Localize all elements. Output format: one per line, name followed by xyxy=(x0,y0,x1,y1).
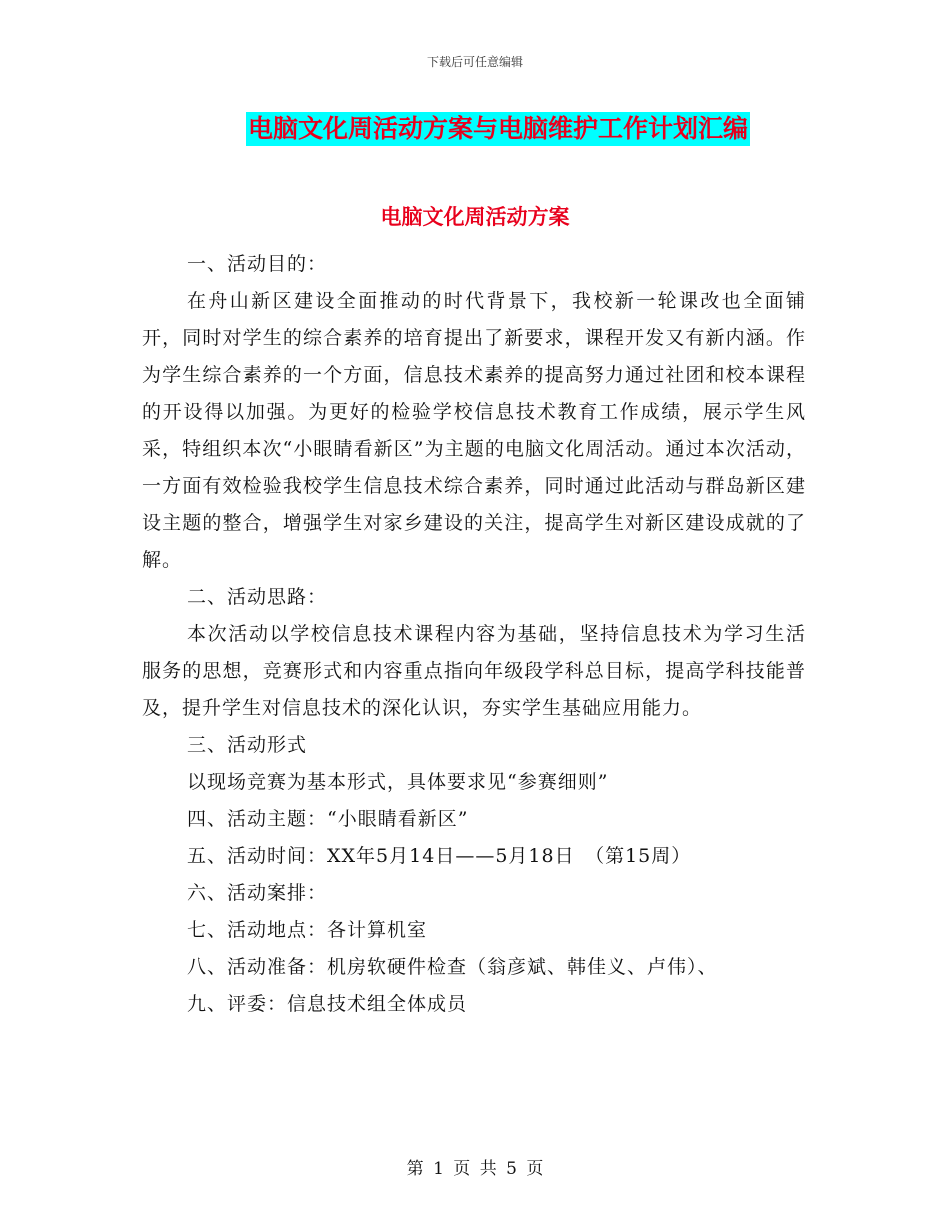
heading-judges: 九、评委：信息技术组全体成员 xyxy=(187,993,468,1015)
heading-approach: 二、活动思路： xyxy=(187,586,328,608)
paragraph-format: 以现场竞赛为基本形式，具体要求见“参赛细则” xyxy=(187,771,609,793)
page-footer: 第 1 页 共 5 页 xyxy=(406,1159,544,1179)
section-title: 电脑文化周活动方案 xyxy=(380,205,570,229)
main-title: 电脑文化周活动方案与电脑维护工作计划汇编 xyxy=(246,112,750,146)
main-title-container xyxy=(0,112,950,146)
heading-arrangement: 六、活动案排： xyxy=(187,882,328,904)
heading-time: 五、活动时间：XX年5月14日——5月18日 （第15周） xyxy=(187,845,692,867)
paragraph-purpose: 在舟山新区建设全面推动的时代背景下，我校新一轮课改也全面铺开，同时对学生的综合素养的培育提出了新要求，课程开发又有新内涵。作为学生综合素养的一个方面，信息技术素养的提高努力通过社团和校本课程的开设得以加强。为更好的检验学校信息技术教育工作成绩，展示学生风采，特组织本次“小眼睛看新区”为主题的电脑文化周活动。通过本次活动，一方面有效检验我校学生信息技术综合素养，同时通过此活动与群岛新区建设主题的整合，增强学生对家乡建设的关注，提高学生对新区建设成就的了解。 xyxy=(142,290,806,571)
document-body xyxy=(142,246,806,1023)
heading-theme: 四、活动主题：“小眼睛看新区” xyxy=(187,808,469,830)
header-note: 下载后可任意编辑 xyxy=(426,55,523,69)
heading-format: 三、活动形式 xyxy=(187,734,308,756)
paragraph-approach: 本次活动以学校信息技术课程内容为基础，坚持信息技术为学习生活服务的思想，竞赛形式和内容重点指向年级段学科总目标，提高学科技能普及，提升学生对信息技术的深化认识，夯实学生基础应用能力。 xyxy=(142,623,806,719)
heading-location: 七、活动地点：各计算机室 xyxy=(187,919,428,941)
heading-preparation: 八、活动准备：机房软硬件检查（翁彦斌、韩佳义、卢伟）、 xyxy=(187,956,718,978)
heading-purpose: 一、活动目的： xyxy=(187,253,328,275)
